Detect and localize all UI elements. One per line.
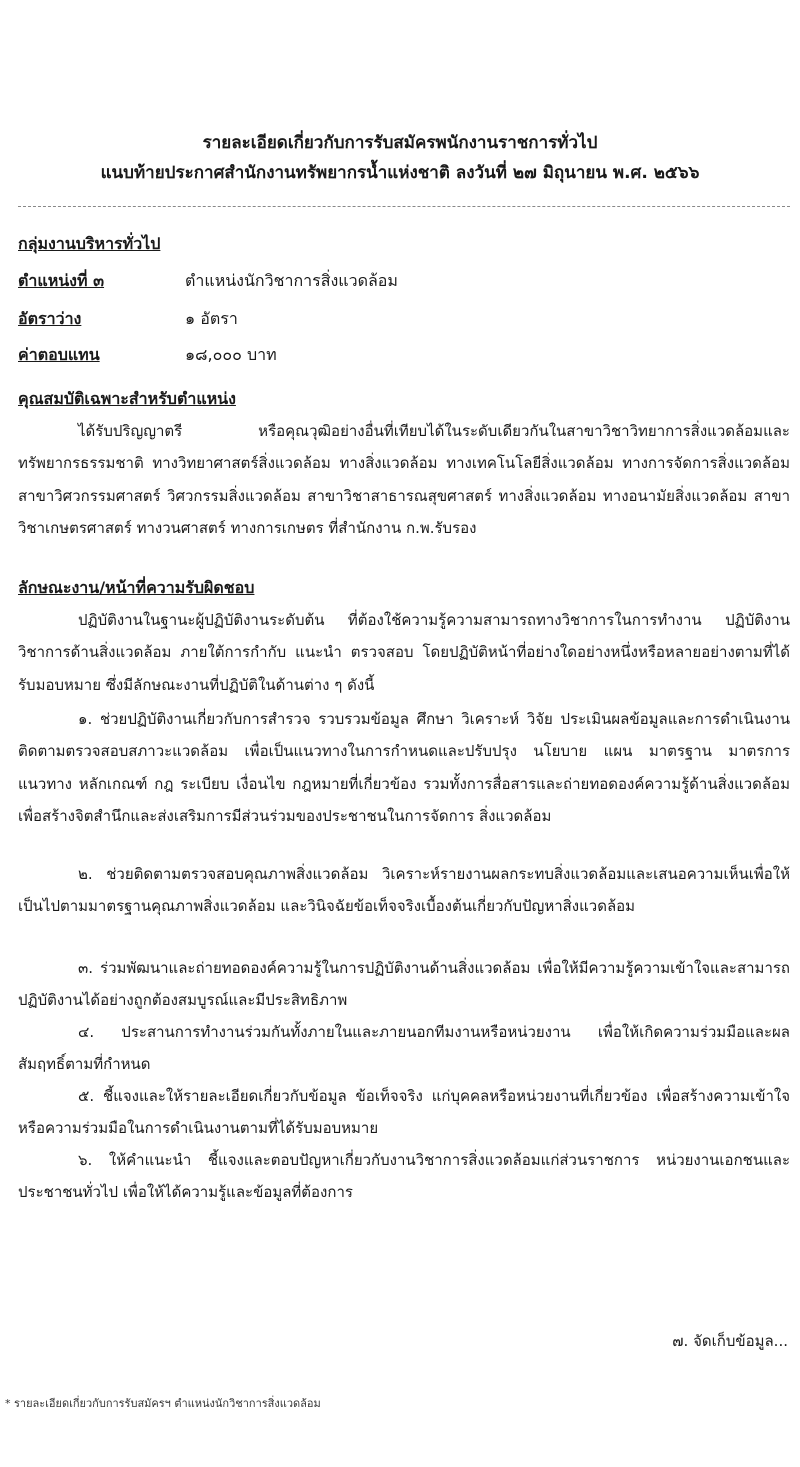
- duty-item-1: ๑. ช่วยปฏิบัติงานเกี่ยวกับการสำรวจ รวบรวมข้อมูล ศึกษา วิเคราะห์ วิจัย ประเมินผลข้อมูลและการดำเนินงาน ติดตามตรวจสอบสภาวะแวดล้อม เพื่อเป็นแนวทางในการกำหนดและปรับปรุง นโยบาย แผน มาตรฐาน มาตรการ แนวทาง หลักเกณฑ์ กฎ ระเบียบ เงื่อนไข กฎหมายที่เกี่ยวข้อง รวมทั้งการสื่อสารและถ่ายทอดองค์ความรู้ด้านสิ่งแวดล้อม เพื่อสร้างจิตสำนึกและส่งเสริมการมีส่วนร่วมของประชาชนในการจัดการ สิ่งแวดล้อม: [18, 710, 790, 826]
- duty-item-2: ๒. ช่วยติดตามตรวจสอบคุณภาพสิ่งแวดล้อม วิเคราะห์รายงานผลกระทบสิ่งแวดล้อมและเสนอความเห็นเพื่อให้เป็นไปตามมาตรฐานคุณภาพสิ่งแวดล้อม และวินิจฉัยข้อเท็จจริงเบื้องต้นเกี่ยวกับปัญหาสิ่งแวดล้อม: [18, 865, 790, 916]
- salary-label: ค่าตอบแทน: [18, 345, 100, 364]
- footnote: * รายละเอียดเกี่ยวกับการรับสมัครฯ ตำแหน่งนักวิชาการสิ่งแวดล้อม: [5, 1397, 321, 1410]
- header-divider: [18, 206, 790, 207]
- duty-item-4: ๔. ประสานการทำงานร่วมกันทั้งภายในและภายนอกทีมงานหรือหน่วยงาน เพื่อให้เกิดความร่วมมือและผลสัมฤทธิ์ตามที่กำหนด: [18, 1023, 790, 1074]
- document-title-line1: รายละเอียดเกี่ยวกับการรับสมัครพนักงานราชการทั่วไป: [202, 133, 598, 153]
- vacancy-value: ๑ อัตรา: [185, 309, 238, 328]
- duty-item-5: ๕. ชี้แจงและให้รายละเอียดเกี่ยวกับข้อมูล ข้อเท็จจริง แก่บุคคลหรือหน่วยงานที่เกี่ยวข้อง เพื่อสร้างความเข้าใจหรือความร่วมมือในการดำเนินงานตามที่ได้รับมอบหมาย: [18, 1087, 790, 1138]
- duties-heading: ลักษณะงาน/หน้าที่ความรับผิดชอบ: [18, 578, 255, 597]
- salary-value: ๑๘,๐๐๐ บาท: [185, 345, 277, 364]
- document-title-line2: แนบท้ายประกาศสำนักงานทรัพยากรน้ำแห่งชาติ ลงวันที่ ๒๗ มิถุนายน พ.ศ. ๒๕๖๖: [100, 163, 700, 183]
- continued-marker: ๗. จัดเก็บข้อมูล...: [672, 1332, 788, 1350]
- duty-item-6: ๖. ให้คำแนะนำ ชี้แจงและตอบปัญหาเกี่ยวกับงานวิชาการสิ่งแวดล้อมแก่ส่วนราชการ หน่วยงานเอกชนและประชาชนทั่วไป เพื่อให้ได้ความรู้และข้อมูลที่ต้องการ: [18, 1151, 790, 1202]
- duties-intro: ปฏิบัติงานในฐานะผู้ปฏิบัติงานระดับต้น ที่ต้องใช้ความรู้ความสามารถทางวิชาการในการทำงาน ปฏิบัติงานวิชาการด้านสิ่งแวดล้อม ภายใต้การกำกับ แนะนำ ตรวจสอบ โดยปฏิบัติหน้าที่อย่างใดอย่างหนึ่งหรือหลายอย่างตามที่ได้รับมอบหมาย ซึ่งมีลักษณะงานที่ปฏิบัติในด้านต่าง ๆ ดังนี้: [18, 611, 790, 694]
- duty-item-3: ๓. ร่วมพัฒนาและถ่ายทอดองค์ความรู้ในการปฏิบัติงานด้านสิ่งแวดล้อม เพื่อให้มีความรู้ความเข้าใจและสามารถปฏิบัติงานได้อย่างถูกต้องสมบูรณ์และมีประสิทธิภาพ: [18, 959, 790, 1010]
- vacancy-label: อัตราว่าง: [18, 309, 82, 328]
- qualifications-heading: คุณสมบัติเฉพาะสำหรับตำแหน่ง: [18, 389, 236, 408]
- group-heading: กลุ่มงานบริหารทั่วไป: [18, 234, 161, 253]
- position-label: ตำแหน่งที่ ๓: [18, 271, 105, 290]
- qualifications-text: ได้รับปริญญาตรี หรือคุณวุฒิอย่างอื่นที่เทียบได้ในระดับเดียวกันในสาขาวิชาวิทยาการสิ่งแวดล้อมและทรัพยากรธรรมชาติ ทางวิทยาศาสตร์สิ่งแวดล้อม ทางสิ่งแวดล้อม ทางเทคโนโลยีสิ่งแวดล้อม ทางการจัดการสิ่งแวดล้อม สาขาวิศวกรรมศาสตร์ วิศวกรรมสิ่งแวดล้อม สาขาวิชาสาธารณสุขศาสตร์ ทางสิ่งแวดล้อม ทางอนามัยสิ่งแวดล้อม สาขาวิชาเกษตรศาสตร์ ทางวนศาสตร์ ทางการเกษตร ที่สำนักงาน ก.พ.รับรอง: [18, 422, 790, 538]
- position-value: ตำแหน่งนักวิชาการสิ่งแวดล้อม: [185, 271, 398, 290]
